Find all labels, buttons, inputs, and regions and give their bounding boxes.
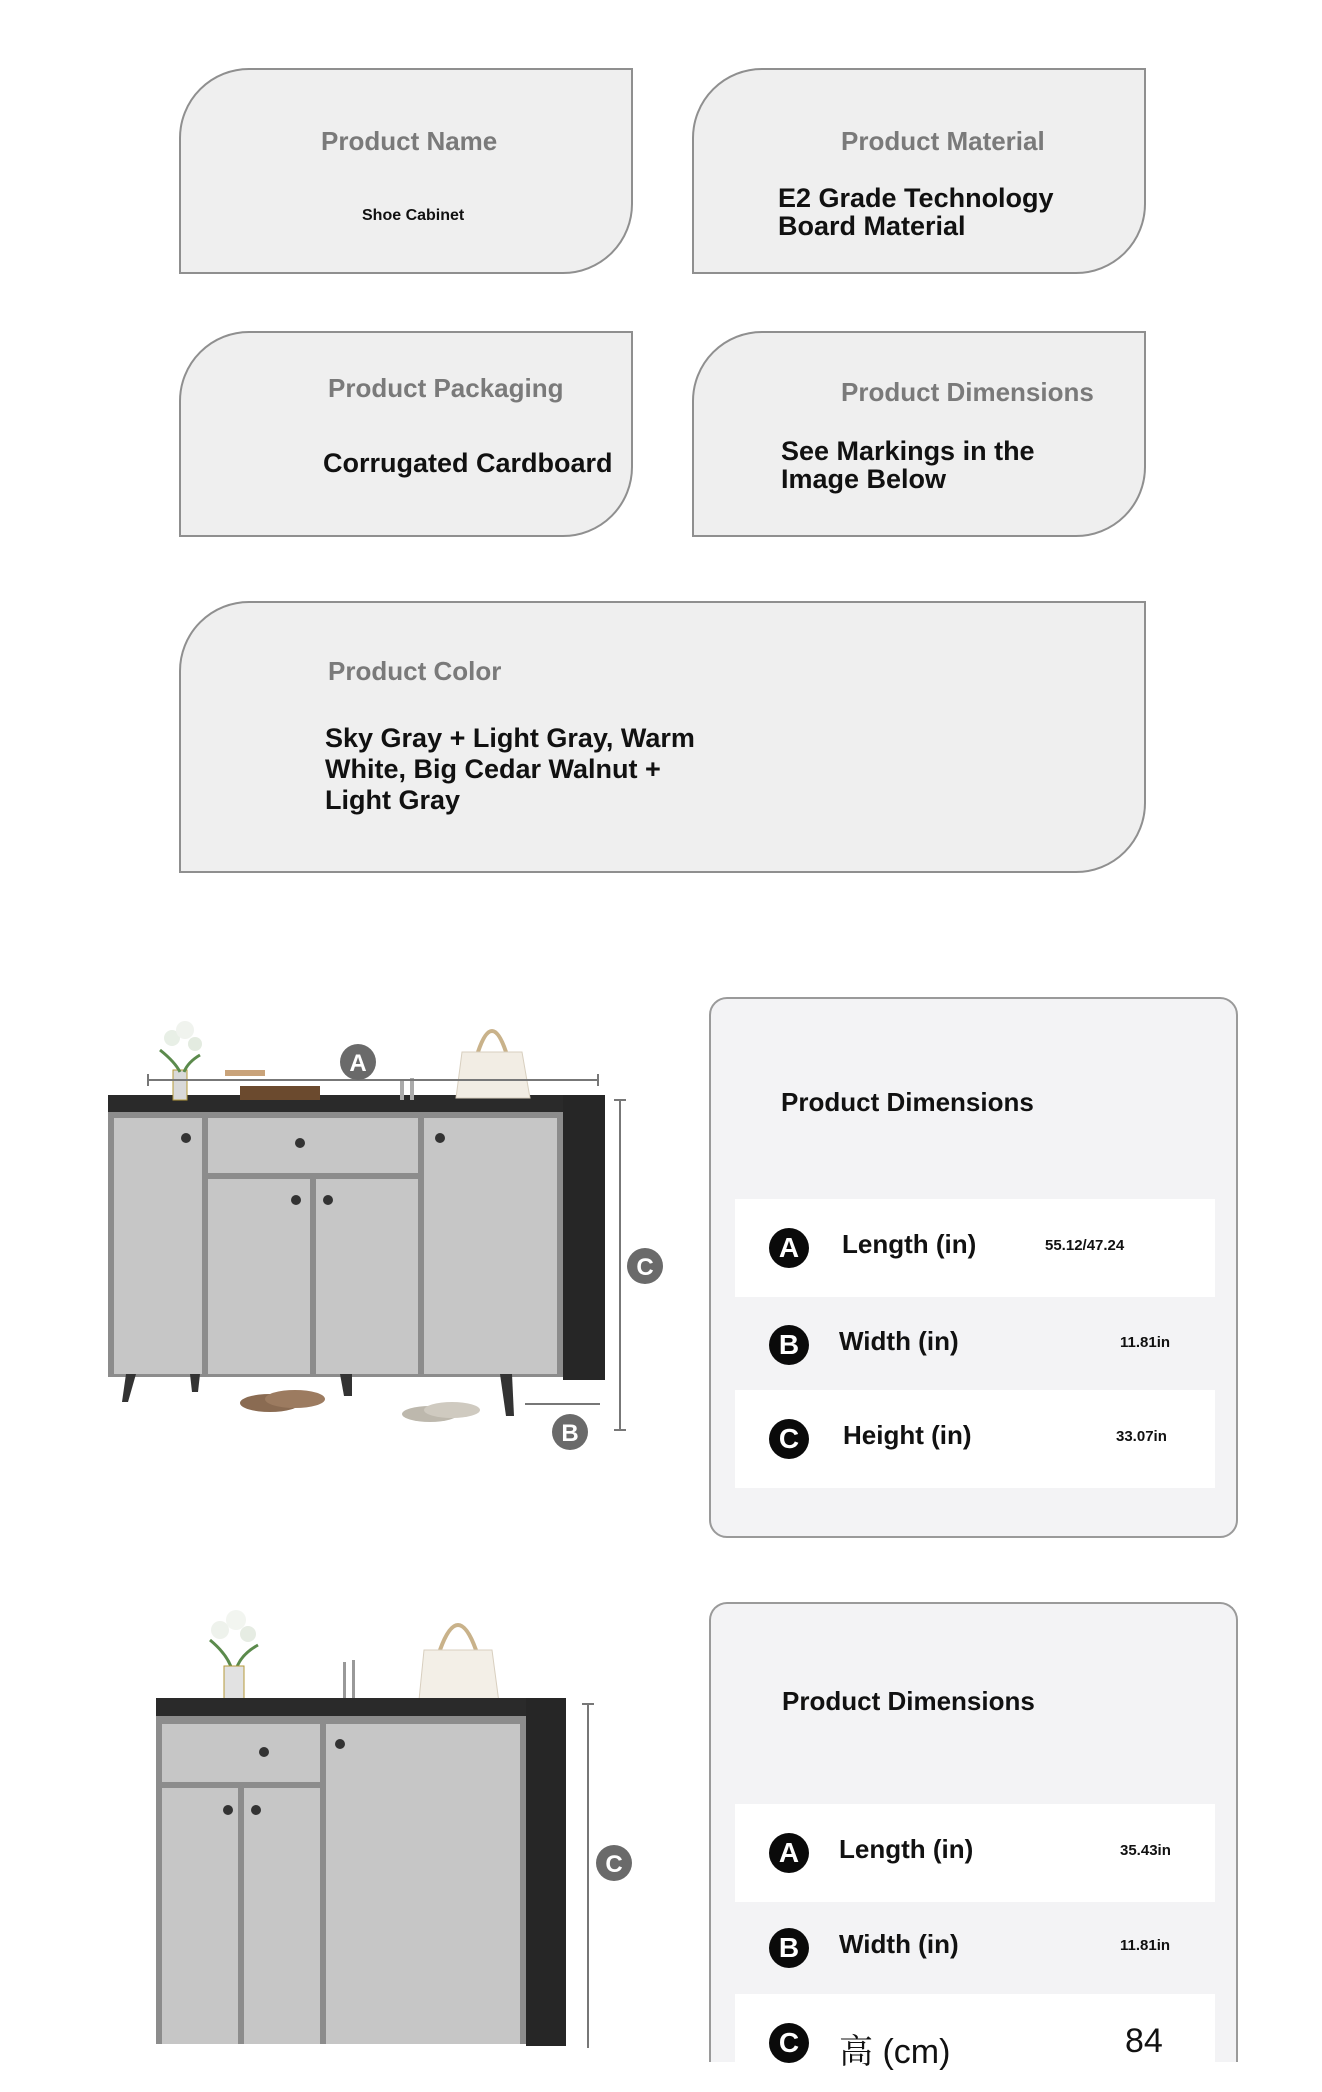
badge-a-icon: A [769,1228,809,1268]
flower-vase-icon [160,1021,202,1100]
product-color-label: Product Color [328,656,502,686]
product-material-value: E2 Grade Technology Board Material [778,183,1054,241]
product-dimensions-card [692,331,1146,537]
dimensions-panel-2-title: Product Dimensions [782,1686,1035,1716]
dimension-row-width-2: B Width (in) 11.81in [735,1899,1215,1997]
dimension-row-height-2: C 高 (cm) 84 [735,1994,1215,2092]
dimension-row-height: C Height (in) 33.07in [735,1390,1215,1488]
badge-c-icon: C [769,1419,809,1459]
cabinet-illustration-large [100,1000,660,1460]
dimensions-panel-1 [709,997,1238,1538]
product-color-card [179,601,1146,873]
badge-c-icon: C [769,2023,809,2063]
handbag-icon [418,1625,500,1710]
product-material-card [692,68,1146,274]
product-name-label: Product Name [321,126,498,156]
flower-vase-icon [210,1610,258,1710]
product-packaging-label: Product Packaging [328,373,564,403]
product-name-value: Shoe Cabinet [362,207,465,224]
dimensions-panel-2 [709,1602,1238,2071]
product-packaging-value: Corrugated Cardboard [323,448,613,478]
badge-a-icon: A [769,1833,809,1873]
dimensions-panel-1-title: Product Dimensions [781,1087,1034,1117]
product-color-value: Sky Gray + Light Gray, Warm White, Big Cedar Walnut + Light Gray [325,723,695,815]
product-dimensions-value: See Markings in the Image Below [781,436,1035,494]
marker-c: C [636,1254,654,1281]
product-packaging-card [179,331,633,537]
product-material-label: Product Material [841,126,1045,156]
badge-b-icon: B [769,1928,809,1968]
product-name-card [179,68,633,274]
marker-a: A [349,1050,367,1077]
dimension-row-length: A Length (in) 55.12/47.24 [735,1199,1215,1297]
handbag-icon [456,1031,530,1098]
badge-b-icon: B [769,1325,809,1365]
product-dimensions-label: Product Dimensions [841,377,1094,407]
dimension-row-length-2: A Length (in) 35.43in [735,1804,1215,1902]
marker-c-2: C [605,1851,623,1878]
dimension-row-width: B Width (in) 11.81in [735,1296,1215,1394]
cabinet-illustration-small [140,1600,660,2048]
marker-b: B [561,1420,579,1447]
